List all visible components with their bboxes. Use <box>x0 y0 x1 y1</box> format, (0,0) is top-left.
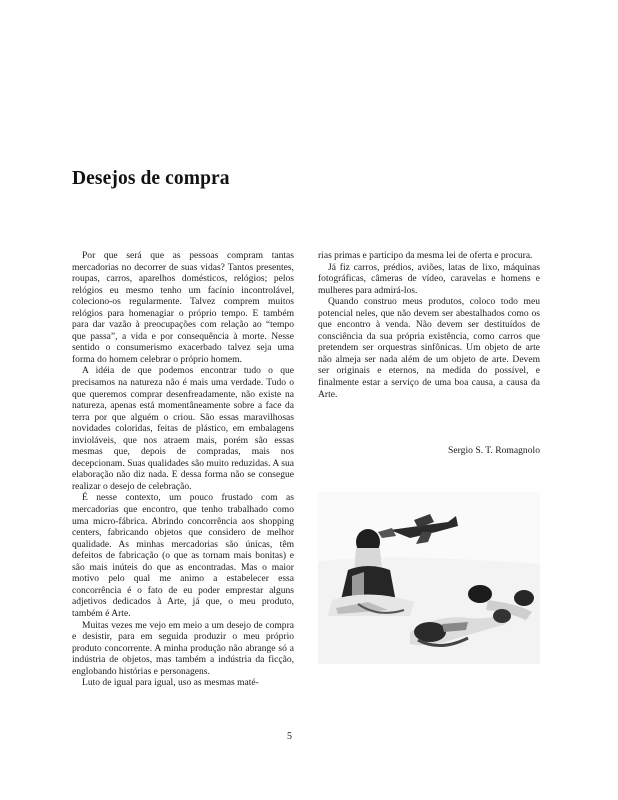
paragraph-continuation: rias primas e participo da mesma lei de oferta e procura. <box>318 250 533 261</box>
paragraph: Muitas vezes me vejo em meio a um desejo de compra e desistir, para em seguida produzir o meu próprio produto concorrente. A minha produção não abrange só a indústria de objetos, mas também a indústria da ficção, englobando histórias e personagens. <box>72 619 294 677</box>
paragraph: A idéia de que podemos encontrar tudo o que precisamos na natureza não é mais uma verdade. Tudo o que queremos comprar desenfreadamente, não existe na natureza, apenas está momentâneamente sobre a face da terra por que alguém o criou. São essas maravilhosas novidades coloridas, feitas de plástico, em embalagens invioláveis, que nos atraem mais, porém são essas mesmas que, depois de compradas, mais nos decepcionam. Suas qualidades são muito reduzidas. A sua elaboração não diz nada. E dessa forma não se consegue realizar o desejo de celebração. <box>72 365 294 492</box>
page-number: 5 <box>287 731 292 742</box>
paragraph: É nesse contexto, um pouco frustado com as mercadorias que encontro, que tenho trabalhado como uma micro-fábrica. Abrindo concorrência aos shopping centers, fabricando objetos que considero de melhor qualidade. As minhas mercadorias são únicas, têm defeitos de fabricação (o que as tornam mais bonitas) e são mais inúteis do que as encontradas. Mas o maior motivo pelo qual me animo a estabelecer essa concorrência é o fato de eu poder emprestar alguns adjetivos dedicados à Arte, já que, o meu produto, também é Arte. <box>72 492 294 619</box>
paragraph: Luto de igual para igual, uso as mesmas maté- <box>82 677 259 689</box>
sculpture-photo <box>318 492 540 664</box>
sculpture-photo-graphic <box>318 492 540 664</box>
right-text-column <box>318 250 540 400</box>
paragraph: Quando construo meus produtos, coloco todo meu potencial neles, que não devem ser abestalhados como os que encontro à venda. Não devem ser destituídos de consciência da sua própria existência, como carros que pretendem ser orquestras sinfônicas. Um objeto de arte não almeja ser nada além de um objeto de arte. Devem ser originais e eternos, na medida do possível, e finalmente estar a serviço de uma boa causa, a causa da Arte. <box>318 296 540 400</box>
paragraph: Já fiz carros, prédios, aviões, latas de lixo, máquinas fotográficas, câmeras de vídeo, caravelas e homens e mulheres para admirá-los. <box>318 261 540 296</box>
author-signature: Sergio S. T. Romagnolo <box>448 445 540 456</box>
paragraph: Por que será que as pessoas compram tantas mercadorias no decorrer de suas vidas? Tantos presentes, roupas, carros, aparelhos domésticos, relógios; pelos relógios eu mesmo tenho um facínio incontrolável, coleciono-os regularmente. Talvez comprem muitos relógios para homenagiar o próprio tempo. E também para dar vazão à preocupações com relação ao “tempo que passa”, a vida e por consequência à morte. Nesse sentido o consumerismo exacerbado talvez seja uma forma do homem celebrar o próprio homem. <box>72 250 294 365</box>
page-title: Desejos de compra <box>72 168 230 189</box>
left-text-column <box>72 250 294 689</box>
